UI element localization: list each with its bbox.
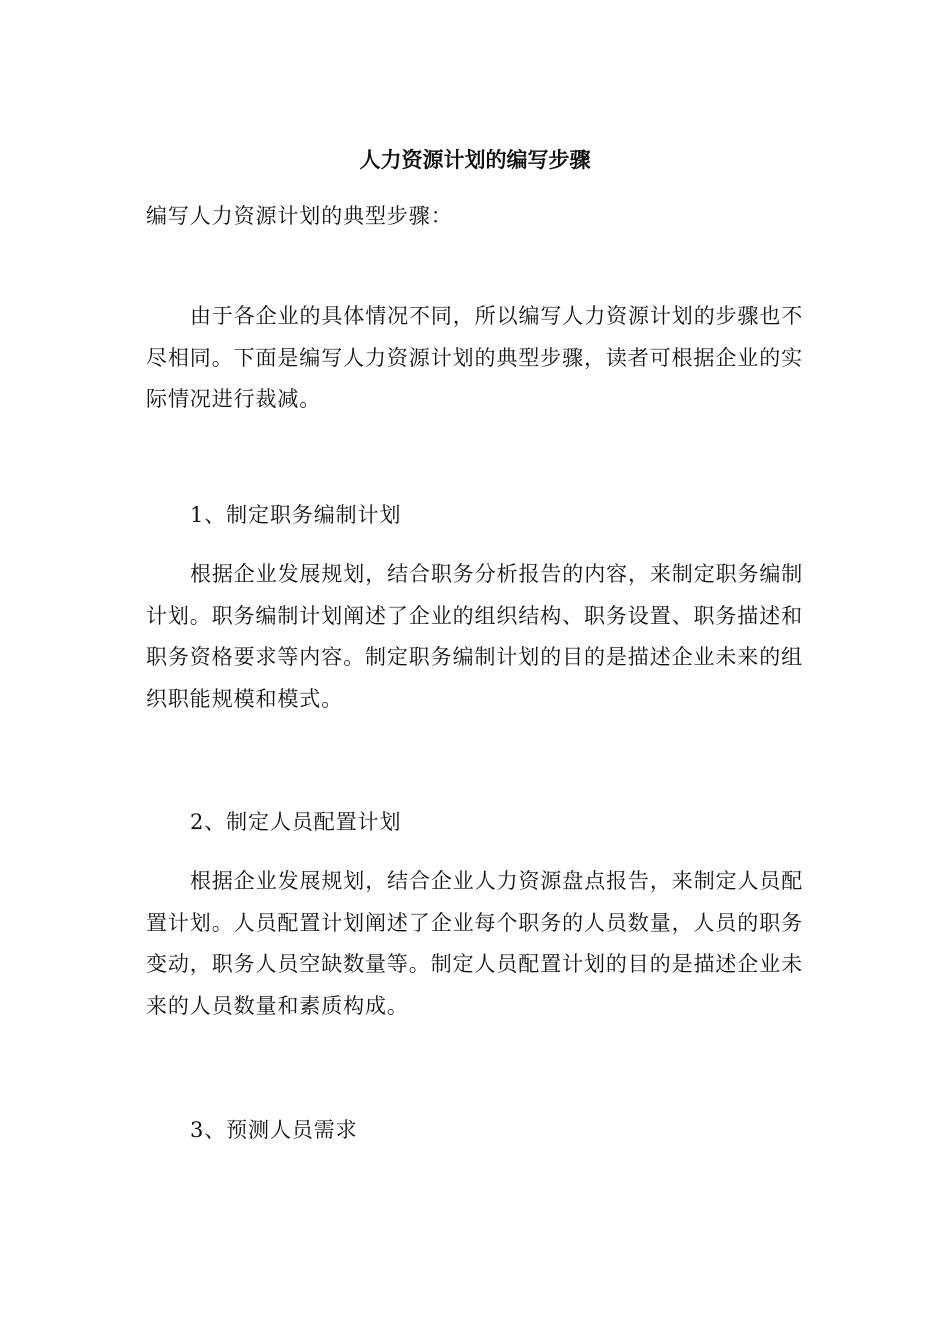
section-heading-1: 1、制定职务编制计划 [190, 503, 402, 527]
section-body-1: 根据企业发展规划，结合职务分析报告的内容，来制定职务编制计划。职务编制计划阐述了企业的组织结构、职务设置、职务描述和职务资格要求等内容。制定职务编制计划的目的是描述企业未来的组织职能规模和模式。 [146, 562, 804, 711]
intro-text: 编写人力资源计划的典型步骤： [146, 204, 453, 228]
section-body-2: 根据企业发展规划，结合企业人力资源盘点报告，来制定人员配置计划。人员配置计划阐述了企业每个职务的人员数量，人员的职务变动，职务人员空缺数量等。制定人员配置计划的目的是描述企业未来的人员数量和素质构成。 [146, 869, 804, 1018]
section-heading-3: 3、预测人员需求 [190, 1118, 358, 1142]
overview-paragraph: 由于各企业的具体情况不同，所以编写人力资源计划的步骤也不尽相同。下面是编写人力资源计划的典型步骤，读者可根据企业的实际情况进行裁减。 [146, 304, 804, 412]
document-title: 人力资源计划的编写步骤 [359, 147, 591, 172]
section-heading-2: 2、制定人员配置计划 [190, 810, 402, 834]
